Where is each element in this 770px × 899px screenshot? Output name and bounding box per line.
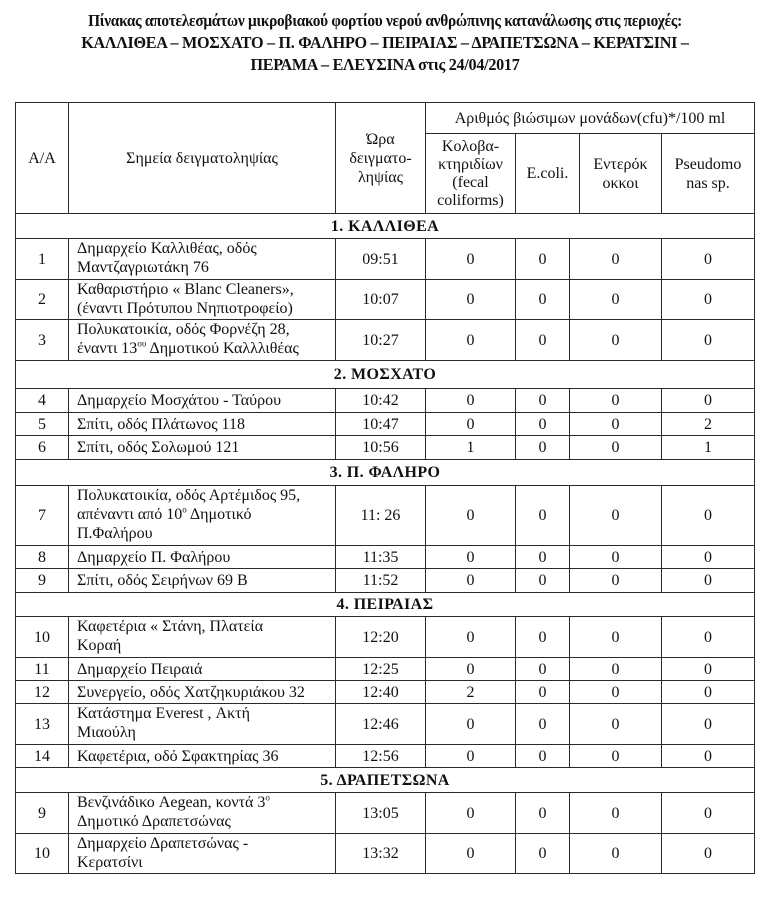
time-value: 10:56 bbox=[362, 439, 399, 456]
entero-value: 0 bbox=[611, 392, 620, 409]
row-time bbox=[335, 616, 426, 658]
row-location bbox=[68, 412, 336, 436]
row-location bbox=[68, 238, 336, 280]
row-entero bbox=[569, 657, 662, 681]
pseudo-value: 0 bbox=[704, 845, 712, 862]
row-aa-value: 12 bbox=[34, 683, 50, 701]
ecoli-value: 0 bbox=[538, 250, 547, 268]
pseudo-value: 0 bbox=[704, 392, 712, 409]
time-value: 13:05 bbox=[362, 804, 399, 822]
row-aa bbox=[15, 435, 69, 460]
header-entero-line: Εντερόκ bbox=[593, 155, 648, 173]
pseudo-value: 0 bbox=[704, 804, 712, 822]
row-time bbox=[335, 412, 426, 436]
ecoli-value: 0 bbox=[538, 683, 547, 701]
section-header bbox=[15, 767, 755, 793]
row-location bbox=[68, 435, 336, 460]
entero-value: 0 bbox=[611, 660, 620, 678]
pseudo-value: 0 bbox=[704, 572, 712, 589]
header-time-line: δειγματο- bbox=[349, 149, 412, 167]
section-title: 3. Π. ΦΑΛΗΡΟ bbox=[329, 464, 441, 481]
row-location bbox=[68, 744, 336, 768]
row-pseudo bbox=[661, 703, 755, 745]
row-entero bbox=[569, 703, 662, 745]
row-ecoli bbox=[515, 435, 570, 460]
row-ecoli bbox=[515, 388, 570, 413]
location-line: Κατάστημα Everest , Ακτή bbox=[77, 705, 250, 722]
row-pseudo bbox=[661, 792, 755, 834]
fecal-value: 0 bbox=[466, 572, 475, 589]
row-time bbox=[335, 792, 426, 834]
time-value: 10:42 bbox=[362, 392, 399, 409]
ecoli-value: 0 bbox=[538, 415, 547, 433]
section-header bbox=[15, 213, 755, 239]
entero-value: 0 bbox=[611, 507, 620, 524]
row-fecal bbox=[425, 279, 516, 320]
row-ecoli bbox=[515, 792, 570, 834]
entero-value: 0 bbox=[611, 291, 620, 308]
row-aa-value: 10 bbox=[34, 628, 50, 646]
row-ecoli bbox=[515, 703, 570, 745]
section-title: 4. ΠΕΙΡΑΙΑΣ bbox=[336, 596, 434, 613]
row-aa-value: 6 bbox=[38, 439, 46, 456]
title-line-3: ΠΕΡΑΜΑ – ΕΛΕΥΣΙΝΑ στις 24/04/2017 bbox=[250, 55, 520, 74]
header-ecoli-label: E.coli. bbox=[526, 165, 569, 182]
row-aa bbox=[15, 833, 69, 874]
pseudo-value: 0 bbox=[704, 683, 712, 701]
row-time bbox=[335, 435, 426, 460]
ecoli-value: 0 bbox=[538, 715, 547, 733]
location-line: Δημαρχείο Π. Φαλήρου bbox=[77, 548, 231, 566]
row-entero bbox=[569, 388, 662, 413]
ecoli-value: 0 bbox=[538, 572, 547, 589]
location-line: Πολυκατοικία, οδός Φορνέζη 28, bbox=[77, 321, 290, 338]
row-time bbox=[335, 319, 426, 361]
row-aa-value: 14 bbox=[34, 747, 50, 765]
entero-value: 0 bbox=[611, 331, 620, 349]
location-line: Μαντζαγριωτάκη 76 bbox=[77, 259, 209, 276]
ecoli-value: 0 bbox=[538, 747, 547, 765]
row-pseudo bbox=[661, 568, 755, 593]
location-line: Δημαρχείο Πειραιά bbox=[77, 660, 203, 678]
header-aa bbox=[15, 102, 69, 214]
row-pseudo bbox=[661, 545, 755, 569]
row-location bbox=[68, 568, 336, 593]
row-time bbox=[335, 744, 426, 768]
row-entero bbox=[569, 412, 662, 436]
entero-value: 0 bbox=[611, 747, 620, 765]
fecal-value: 0 bbox=[466, 548, 475, 566]
pseudo-value: 0 bbox=[704, 507, 712, 524]
header-time bbox=[335, 102, 426, 214]
row-ecoli bbox=[515, 833, 570, 874]
pseudo-value: 0 bbox=[704, 747, 712, 765]
fecal-value: 0 bbox=[466, 507, 475, 524]
row-entero bbox=[569, 279, 662, 320]
row-aa bbox=[15, 279, 69, 320]
header-time-line: Ώρα bbox=[366, 130, 395, 148]
time-value: 10:47 bbox=[362, 415, 399, 433]
entero-value: 0 bbox=[611, 250, 620, 268]
row-aa bbox=[15, 616, 69, 658]
row-fecal bbox=[425, 412, 516, 436]
row-entero bbox=[569, 680, 662, 704]
row-time bbox=[335, 238, 426, 280]
pseudo-value: 0 bbox=[704, 548, 712, 566]
time-value: 09:51 bbox=[362, 250, 399, 268]
location-line: Δημαρχείο Καλλιθέας, οδός bbox=[77, 240, 257, 257]
row-fecal bbox=[425, 388, 516, 413]
row-fecal bbox=[425, 792, 516, 834]
entero-value: 0 bbox=[611, 548, 620, 566]
section-title: 2. ΜΟΣΧΑΤΟ bbox=[333, 366, 437, 383]
title-line-1: Πίνακας αποτελεσμάτων μικροβιακού φορτίου νερού ανθρώπινης κατανάλωσης στις περιοχές: bbox=[88, 11, 682, 30]
location-line: Δημαρχείο Δραπετσώνας - bbox=[77, 835, 249, 852]
location-line: Σπίτι, οδός Σειρήνων 69 Β bbox=[77, 572, 248, 589]
row-aa bbox=[15, 680, 69, 704]
header-pseudo bbox=[661, 133, 755, 214]
ordinal-superscript: ο bbox=[182, 504, 187, 515]
pseudo-value: 0 bbox=[704, 715, 712, 733]
header-fecal-line: κτηριδίων bbox=[438, 155, 503, 173]
row-aa-value: 13 bbox=[34, 715, 50, 733]
pseudo-value: 0 bbox=[704, 291, 712, 308]
time-value: 11: 26 bbox=[360, 507, 401, 524]
row-location bbox=[68, 279, 336, 320]
ecoli-value: 0 bbox=[538, 392, 547, 409]
location-line bbox=[77, 339, 299, 358]
pseudo-value: 2 bbox=[704, 415, 712, 433]
row-aa-value: 11 bbox=[34, 660, 50, 678]
row-aa-value: 8 bbox=[38, 548, 46, 566]
row-location bbox=[68, 319, 336, 361]
fecal-value: 0 bbox=[466, 628, 475, 646]
pseudo-value: 0 bbox=[704, 628, 712, 646]
pseudo-value: 1 bbox=[704, 439, 712, 456]
row-entero bbox=[569, 545, 662, 569]
row-ecoli bbox=[515, 568, 570, 593]
row-pseudo bbox=[661, 833, 755, 874]
ecoli-value: 0 bbox=[538, 548, 547, 566]
fecal-value: 0 bbox=[466, 331, 475, 349]
ecoli-value: 0 bbox=[538, 845, 547, 862]
location-line: Σπίτι, οδός Πλάτωνος 118 bbox=[77, 415, 245, 433]
location-line: Κοραή bbox=[77, 637, 122, 654]
row-aa bbox=[15, 238, 69, 280]
section-header bbox=[15, 592, 755, 617]
time-value: 12:40 bbox=[362, 683, 399, 701]
row-fecal bbox=[425, 435, 516, 460]
row-aa bbox=[15, 657, 69, 681]
row-pseudo bbox=[661, 616, 755, 658]
location-text: Δημοτικού Καλλλιθέας bbox=[146, 340, 299, 357]
row-pseudo bbox=[661, 435, 755, 460]
pseudo-value: 0 bbox=[704, 331, 712, 349]
entero-value: 0 bbox=[611, 572, 620, 589]
row-aa bbox=[15, 545, 69, 569]
time-value: 12:56 bbox=[362, 747, 399, 765]
row-aa-value: 5 bbox=[38, 415, 46, 433]
location-line bbox=[77, 505, 252, 524]
row-fecal bbox=[425, 833, 516, 874]
row-fecal bbox=[425, 744, 516, 768]
location-text: Δημοτικό bbox=[186, 506, 252, 523]
row-ecoli bbox=[515, 744, 570, 768]
header-location-label: Σημεία δειγματοληψίας bbox=[126, 149, 278, 167]
row-location bbox=[68, 703, 336, 745]
section-header bbox=[15, 459, 755, 486]
fecal-value: 0 bbox=[466, 804, 475, 822]
row-location bbox=[68, 792, 336, 834]
entero-value: 0 bbox=[611, 804, 620, 822]
ecoli-value: 0 bbox=[538, 628, 547, 646]
row-aa bbox=[15, 485, 69, 546]
row-time bbox=[335, 545, 426, 569]
row-aa bbox=[15, 412, 69, 436]
header-fecal-line: Κολοβα- bbox=[441, 137, 500, 155]
header-pseudo-line: Pseudomo bbox=[674, 155, 742, 173]
entero-value: 0 bbox=[611, 845, 620, 862]
header-location bbox=[68, 102, 336, 214]
entero-value: 0 bbox=[611, 715, 620, 733]
fecal-value: 0 bbox=[466, 715, 475, 733]
time-value: 10:07 bbox=[362, 291, 399, 308]
header-pseudo-line: nas sp. bbox=[686, 174, 730, 192]
row-ecoli bbox=[515, 545, 570, 569]
ecoli-value: 0 bbox=[538, 804, 547, 822]
row-ecoli bbox=[515, 319, 570, 361]
row-location bbox=[68, 616, 336, 658]
row-fecal bbox=[425, 545, 516, 569]
time-value: 11:35 bbox=[362, 548, 399, 566]
header-group-cfu bbox=[425, 102, 755, 134]
header-entero bbox=[579, 133, 662, 214]
location-line: Σπίτι, οδός Σολωμού 121 bbox=[77, 439, 240, 456]
fecal-value: 2 bbox=[466, 683, 475, 701]
location-line: Δημοτικό Δραπετσώνας bbox=[77, 813, 231, 830]
row-time bbox=[335, 833, 426, 874]
entero-value: 0 bbox=[611, 439, 620, 456]
row-pseudo bbox=[661, 744, 755, 768]
ecoli-value: 0 bbox=[538, 660, 547, 678]
title-line-2: ΚΑΛΛΙΘΕΑ – ΜΟΣΧΑΤΟ – Π. ΦΑΛΗΡΟ – ΠΕΙΡΑΙΑΣ – ΔΡΑΠΕΤΣΩΝΑ – ΚΕΡΑΤΣΙΝΙ – bbox=[81, 33, 689, 52]
fecal-value: 1 bbox=[466, 439, 475, 456]
ecoli-value: 0 bbox=[538, 439, 547, 456]
row-entero bbox=[569, 792, 662, 834]
location-line: Πολυκατοικία, οδός Αρτέμιδος 95, bbox=[77, 487, 301, 504]
header-entero-line: οκκοι bbox=[602, 174, 639, 192]
document-title bbox=[0, 10, 770, 76]
row-time bbox=[335, 279, 426, 320]
row-fecal bbox=[425, 485, 516, 546]
row-pseudo bbox=[661, 238, 755, 280]
row-fecal bbox=[425, 657, 516, 681]
header-group-label: Αριθμός βιώσιμων μονάδων(cfu)*/100 ml bbox=[454, 109, 726, 127]
row-entero bbox=[569, 319, 662, 361]
row-aa-value: 9 bbox=[38, 572, 46, 589]
fecal-value: 0 bbox=[466, 415, 475, 433]
row-entero bbox=[569, 568, 662, 593]
entero-value: 0 bbox=[611, 628, 620, 646]
row-entero bbox=[569, 616, 662, 658]
row-aa bbox=[15, 388, 69, 413]
time-value: 11:52 bbox=[362, 572, 399, 589]
ecoli-value: 0 bbox=[538, 331, 547, 349]
row-aa-value: 9 bbox=[38, 804, 46, 822]
fecal-value: 0 bbox=[466, 845, 475, 862]
row-pseudo bbox=[661, 657, 755, 681]
fecal-value: 0 bbox=[466, 291, 475, 308]
row-entero bbox=[569, 485, 662, 546]
time-value: 10:27 bbox=[362, 331, 399, 349]
fecal-value: 0 bbox=[466, 250, 475, 268]
row-time bbox=[335, 703, 426, 745]
location-line: (έναντι Πρότυπου Νηπιοτροφείο) bbox=[77, 300, 293, 317]
row-location bbox=[68, 485, 336, 546]
row-ecoli bbox=[515, 680, 570, 704]
row-fecal bbox=[425, 238, 516, 280]
ordinal-superscript: ο bbox=[265, 792, 270, 803]
row-aa-value: 2 bbox=[38, 291, 46, 308]
row-pseudo bbox=[661, 388, 755, 413]
row-time bbox=[335, 657, 426, 681]
header-aa-label: Α/Α bbox=[28, 149, 56, 167]
row-location bbox=[68, 388, 336, 413]
time-value: 12:25 bbox=[362, 660, 399, 678]
row-aa-value: 7 bbox=[38, 507, 46, 524]
row-ecoli bbox=[515, 485, 570, 546]
row-time bbox=[335, 388, 426, 413]
row-fecal bbox=[425, 680, 516, 704]
header-fecal-line: coliforms) bbox=[437, 191, 504, 209]
location-line: Καθαριστήριο « Blanc Cleaners», bbox=[77, 281, 294, 298]
row-aa-value: 10 bbox=[34, 845, 50, 862]
row-aa-value: 4 bbox=[38, 392, 46, 409]
pseudo-value: 0 bbox=[704, 660, 712, 678]
location-line: Μιαούλη bbox=[77, 724, 136, 741]
row-ecoli bbox=[515, 238, 570, 280]
time-value: 13:32 bbox=[362, 845, 399, 862]
ordinal-superscript: ου bbox=[137, 338, 147, 349]
location-line bbox=[77, 793, 270, 812]
row-time bbox=[335, 568, 426, 593]
header-fecal-line: (fecal bbox=[452, 173, 489, 191]
row-aa bbox=[15, 703, 69, 745]
row-ecoli bbox=[515, 616, 570, 658]
row-entero bbox=[569, 744, 662, 768]
location-line: Καφετέρια, οδό Σφακτηρίας 36 bbox=[77, 747, 279, 765]
fecal-value: 0 bbox=[466, 392, 475, 409]
row-time bbox=[335, 485, 426, 546]
row-pseudo bbox=[661, 319, 755, 361]
row-fecal bbox=[425, 616, 516, 658]
row-aa bbox=[15, 319, 69, 361]
row-ecoli bbox=[515, 279, 570, 320]
row-ecoli bbox=[515, 412, 570, 436]
row-pseudo bbox=[661, 412, 755, 436]
row-pseudo bbox=[661, 279, 755, 320]
location-text: έναντι 13 bbox=[77, 340, 138, 357]
row-aa bbox=[15, 792, 69, 834]
row-entero bbox=[569, 238, 662, 280]
row-location bbox=[68, 833, 336, 874]
entero-value: 0 bbox=[611, 415, 620, 433]
row-time bbox=[335, 680, 426, 704]
row-fecal bbox=[425, 703, 516, 745]
pseudo-value: 0 bbox=[704, 250, 712, 268]
fecal-value: 0 bbox=[466, 747, 475, 765]
location-line: Καφετέρια « Στάνη, Πλατεία bbox=[77, 618, 264, 635]
row-entero bbox=[569, 833, 662, 874]
location-line: Συνεργείο, οδός Χατζηκυριάκου 32 bbox=[77, 683, 305, 701]
entero-value: 0 bbox=[611, 683, 620, 701]
row-aa-value: 3 bbox=[38, 331, 46, 349]
location-text: Βενζινάδικο Aegean, κοντά 3 bbox=[77, 794, 266, 811]
row-pseudo bbox=[661, 485, 755, 546]
row-aa bbox=[15, 744, 69, 768]
location-line: Δημαρχείο Μοσχάτου - Ταύρου bbox=[77, 392, 281, 409]
section-title: 5. ΔΡΑΠΕΤΣΩΝΑ bbox=[320, 771, 450, 789]
header-time-line: ληψίας bbox=[357, 168, 404, 186]
row-location bbox=[68, 545, 336, 569]
location-line: Π.Φαλήρου bbox=[77, 525, 153, 542]
row-ecoli bbox=[515, 657, 570, 681]
time-value: 12:46 bbox=[362, 715, 399, 733]
fecal-value: 0 bbox=[466, 660, 475, 678]
row-pseudo bbox=[661, 680, 755, 704]
row-fecal bbox=[425, 568, 516, 593]
ecoli-value: 0 bbox=[538, 507, 547, 524]
ecoli-value: 0 bbox=[538, 291, 547, 308]
section-title: 1. ΚΑΛΛΙΘΕΑ bbox=[330, 217, 440, 235]
location-text: απέναντι από 10 bbox=[77, 506, 183, 523]
header-fecal bbox=[425, 133, 516, 214]
row-location bbox=[68, 657, 336, 681]
row-entero bbox=[569, 435, 662, 460]
row-fecal bbox=[425, 319, 516, 361]
location-line: Κερατσίνι bbox=[77, 854, 143, 871]
row-aa bbox=[15, 568, 69, 593]
row-aa-value: 1 bbox=[38, 250, 46, 268]
time-value: 12:20 bbox=[362, 628, 399, 646]
section-header bbox=[15, 360, 755, 389]
header-ecoli bbox=[515, 133, 580, 214]
row-location bbox=[68, 680, 336, 704]
